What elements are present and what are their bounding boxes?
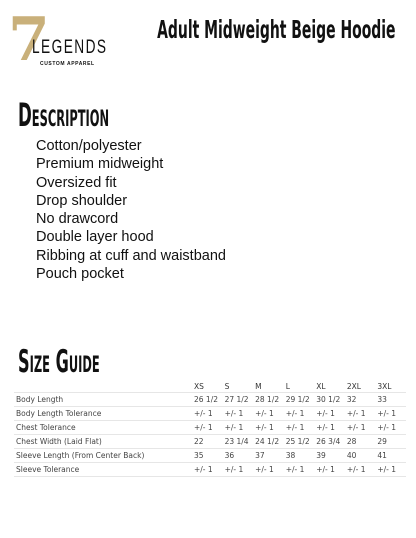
- table-row: [14, 393, 406, 407]
- size-guide-table: [14, 380, 406, 477]
- table-cell: +/- 1: [284, 463, 315, 477]
- table-cell: +/- 1: [253, 463, 284, 477]
- size-header-xl: XL: [316, 381, 326, 391]
- table-cell: 26 1/2: [192, 393, 223, 407]
- table-cell: +/- 1: [192, 407, 223, 421]
- size-header-row: [14, 380, 406, 393]
- table-cell: 29: [375, 435, 406, 449]
- table-cell: +/- 1: [375, 463, 406, 477]
- table-cell: 28 1/2: [253, 393, 284, 407]
- size-header-l: L: [285, 381, 290, 391]
- table-cell: 41: [375, 449, 406, 463]
- table-cell: 33: [375, 393, 406, 407]
- table-cell: +/- 1: [314, 407, 345, 421]
- table-cell: +/- 1: [314, 463, 345, 477]
- table-cell: 32: [345, 393, 376, 407]
- table-cell: +/- 1: [223, 421, 254, 435]
- description-item: Oversized fit: [36, 174, 117, 191]
- table-cell: 23 1/4: [223, 435, 254, 449]
- table-cell: +/- 1: [375, 421, 406, 435]
- table-cell: 27 1/2: [223, 393, 254, 407]
- table-cell: +/- 1: [284, 421, 315, 435]
- table-cell: +/- 1: [192, 421, 223, 435]
- description-item: Double layer hood: [36, 229, 154, 246]
- description-item: Pouch pocket: [36, 266, 124, 283]
- description-item: Premium midweight: [36, 156, 164, 173]
- description-item: Cotton/polyester: [36, 138, 142, 154]
- table-cell: +/- 1: [253, 407, 284, 421]
- size-header-m: M: [255, 381, 262, 391]
- table-cell: 28: [345, 435, 376, 449]
- table-cell: 40: [345, 449, 376, 463]
- table-cell: 36: [223, 449, 254, 463]
- table-cell: +/- 1: [284, 407, 315, 421]
- product-title: Adult Midweight Beige Hoodie: [157, 15, 396, 44]
- table-row: [14, 449, 406, 463]
- row-label: Sleeve Tolerance: [14, 463, 192, 477]
- table-cell: 35: [192, 449, 223, 463]
- table-cell: +/- 1: [375, 407, 406, 421]
- row-label: Sleeve Length (From Center Back): [14, 449, 192, 463]
- description-heading: Description: [18, 96, 110, 134]
- logo-number: 7: [8, 5, 50, 75]
- table-cell: 26 3/4: [314, 435, 345, 449]
- size-header-blank: [14, 380, 192, 393]
- description-item: Ribbing at cuff and waistband: [36, 247, 226, 264]
- description-list: [36, 137, 226, 283]
- row-label: Chest Tolerance: [14, 421, 192, 435]
- table-cell: +/- 1: [345, 463, 376, 477]
- table-cell: 22: [192, 435, 223, 449]
- size-header-2xl: 2XL: [346, 381, 361, 391]
- table-cell: +/- 1: [345, 421, 376, 435]
- row-label: Body Length: [14, 393, 192, 407]
- table-cell: +/- 1: [314, 421, 345, 435]
- table-cell: 29 1/2: [284, 393, 315, 407]
- description-item: Drop shoulder: [36, 192, 128, 209]
- table-cell: +/- 1: [345, 407, 376, 421]
- table-cell: 25 1/2: [284, 435, 315, 449]
- table-row: [14, 435, 406, 449]
- row-label: Body Length Tolerance: [14, 407, 192, 421]
- table-cell: 24 1/2: [253, 435, 284, 449]
- row-label: Chest Width (Laid Flat): [14, 435, 192, 449]
- table-cell: +/- 1: [253, 421, 284, 435]
- brand-logo: [8, 5, 108, 75]
- size-guide-heading: Size Guide: [18, 344, 100, 380]
- table-cell: +/- 1: [223, 463, 254, 477]
- size-header-s: S: [224, 381, 230, 391]
- table-row: [14, 407, 406, 421]
- table-cell: 37: [253, 449, 284, 463]
- size-header-xs: XS: [194, 381, 204, 391]
- logo-tagline: CUSTOM APPAREL: [40, 61, 95, 67]
- size-header-3xl: 3XL: [377, 381, 392, 391]
- table-cell: +/- 1: [223, 407, 254, 421]
- description-item: No drawcord: [36, 211, 119, 228]
- table-row: [14, 463, 406, 477]
- table-row: [14, 421, 406, 435]
- table-cell: 30 1/2: [314, 393, 345, 407]
- table-cell: 38: [284, 449, 315, 463]
- table-cell: 39: [314, 449, 345, 463]
- table-cell: +/- 1: [192, 463, 223, 477]
- logo-brand-name: LEGENDS: [32, 37, 108, 58]
